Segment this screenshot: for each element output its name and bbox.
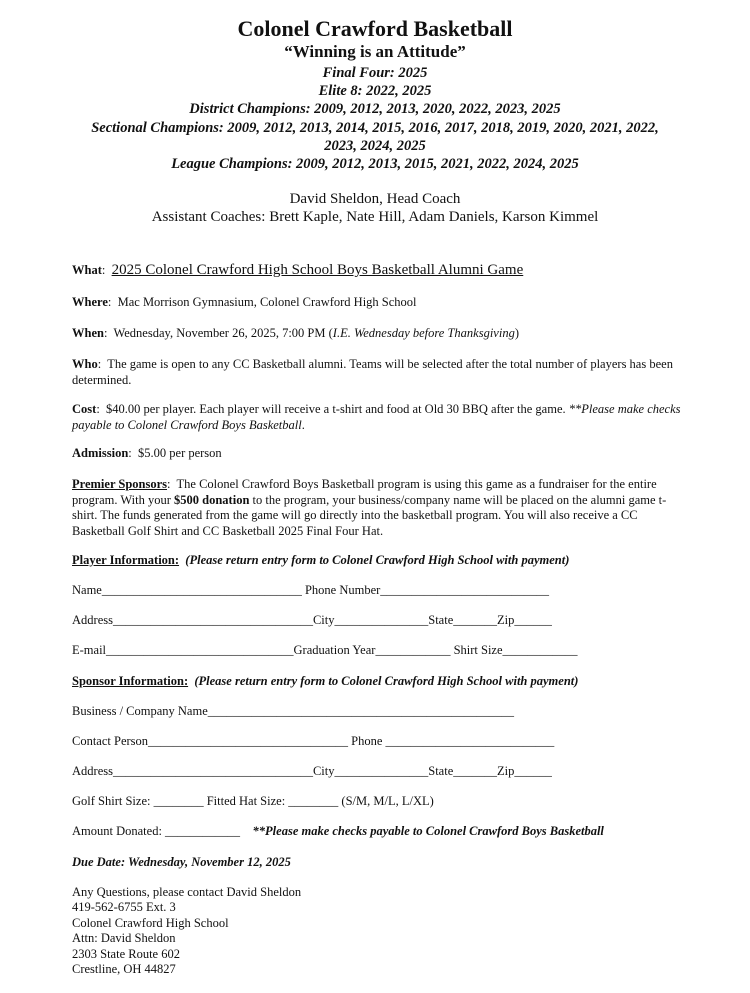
contact-phone: 419-562-6755 Ext. 3 xyxy=(72,900,176,915)
due-date: Due Date: Wednesday, November 12, 2025 xyxy=(72,855,291,869)
contact-line: Any Questions, please contact David Sheldon xyxy=(72,885,302,899)
admission-value: $5.00 per person xyxy=(138,446,222,460)
honor-line: 2023, 2024, 2025 xyxy=(324,138,426,154)
player-email-field[interactable]: E-mail______________________________Graduation Year____________ Shirt Size____________ xyxy=(72,643,578,657)
motto: “Winning is an Attitude” xyxy=(284,42,466,61)
player-note: (Please return entry form to Colonel Crawford High School with payment) xyxy=(185,553,570,567)
checks-note: **Please make checks payable to Colonel Crawford Boys Basketball xyxy=(252,824,604,838)
sponsors-text: to the program, your business/company name will be placed on the alumni game t-shirt. The funds generated from the game will go directly into the basketball program. You will also receive a CC Basketball Golf Shirt and CC Basketball 2025 Final Four Hat. xyxy=(72,492,667,538)
sponsors-paragraph: Premier Sponsors: The Colonel Crawford Boys Basketball program is using this game as a fundraiser for the entire program. With your $500 donation to the program, your business/company name will be placed on the alumni game t-shirt. The funds generated from the game will go directly into the basketball program. You will also receive a CC Basketball Golf Shirt and CC Basketball 2025 Final Four Hat. xyxy=(72,477,667,538)
where-line: Where: Mac Morrison Gymnasium, Colonel Crawford High School xyxy=(72,295,417,309)
contact-block xyxy=(72,885,301,977)
paren: ) xyxy=(514,326,519,340)
who-paragraph: Who: The game is open to any CC Basketball alumni. Teams will be selected after the total number of players has been determined. xyxy=(72,357,673,387)
player-heading: Player Information: xyxy=(72,553,180,567)
when-label: When xyxy=(72,326,104,340)
admission-line: Admission: $5.00 per person xyxy=(72,446,222,460)
what-label: What xyxy=(72,263,102,277)
what-line: What: 2025 Colonel Crawford High School Boys Basketball Alumni Game xyxy=(72,262,524,278)
period: . xyxy=(301,417,305,432)
assistant-coaches: Assistant Coaches: Brett Kaple, Nate Hill, Adam Daniels, Karson Kimmel xyxy=(151,209,599,225)
where-label: Where xyxy=(72,295,108,309)
honor-line: Sectional Champions: 2009, 2012, 2013, 2014, 2015, 2016, 2017, 2018, 2019, 2020, 2021, 2022, xyxy=(91,120,659,136)
who-label: Who xyxy=(72,357,98,371)
honor-line: Final Four: 2025 xyxy=(322,65,428,81)
amount-donated-field[interactable]: Amount Donated: ____________ xyxy=(72,824,241,838)
sponsor-address-field[interactable]: Address________________________________City_______________State_______Zip______ xyxy=(72,764,552,778)
contact-line: 2303 State Route 602 xyxy=(72,946,180,961)
cost-paragraph: Cost: $40.00 per player. Each player will receive a t-shirt and food at Old 30 BBQ after the game. **Please make checks payable to Colonel Crawford Boys Basketball. xyxy=(72,402,681,432)
head-coach: David Sheldon, Head Coach xyxy=(289,191,461,207)
cost-label: Cost xyxy=(72,402,97,416)
when-value: Wednesday, November 26, 2025, 7:00 PM ( xyxy=(113,326,333,340)
player-info-heading xyxy=(72,553,569,568)
sponsor-info-heading xyxy=(72,674,578,689)
contact-line: Colonel Crawford High School xyxy=(72,915,229,930)
honor-line: Elite 8: 2022, 2025 xyxy=(318,83,432,99)
sponsors-label: Premier Sponsors xyxy=(72,477,168,491)
contact-line: Crestline, OH 44827 xyxy=(72,962,176,977)
contact-person-field[interactable]: Contact Person________________________________ Phone ___________________________ xyxy=(72,734,555,748)
when-line: When: Wednesday, November 26, 2025, 7:00 PM (I.E. Wednesday before Thanksgiving) xyxy=(72,326,519,340)
page-title: Colonel Crawford Basketball xyxy=(237,16,513,41)
sponsor-heading: Sponsor Information: xyxy=(72,674,189,688)
business-name-field[interactable]: Business / Company Name_________________________________________________ xyxy=(72,704,515,718)
admission-label: Admission xyxy=(72,446,129,460)
shirt-hat-size-field[interactable]: Golf Shirt Size: ________ Fitted Hat Size: ________ (S/M, M/L, L/XL) xyxy=(72,794,434,808)
where-value: Mac Morrison Gymnasium, Colonel Crawford High School xyxy=(117,295,417,309)
player-name-phone-field[interactable]: Name________________________________ Phone Number___________________________ xyxy=(72,583,550,597)
player-address-field[interactable]: Address________________________________City_______________State_______Zip______ xyxy=(72,613,552,627)
honor-line: League Champions: 2009, 2012, 2013, 2015, 2021, 2022, 2024, 2025 xyxy=(171,156,579,172)
amount-donated-line xyxy=(72,824,604,839)
cost-value: $40.00 per player. Each player will receive a t-shirt and food at Old 30 BBQ after the game. xyxy=(106,402,569,416)
contact-line: Attn: David Sheldon xyxy=(72,931,176,946)
sponsors-text: The Colonel Crawford Boys Basketball program is using this game as a fundraiser for the entire program. With your xyxy=(72,477,657,507)
donation-amount: $500 donation xyxy=(174,492,250,507)
who-value: The game is open to any CC Basketball alumni. Teams will be selected after the total number of players has been determined. xyxy=(72,357,673,387)
honor-line: District Champions: 2009, 2012, 2013, 2020, 2022, 2023, 2025 xyxy=(189,101,561,117)
when-note: I.E. Wednesday before Thanksgiving xyxy=(332,326,515,340)
sponsor-note: (Please return entry form to Colonel Crawford High School with payment) xyxy=(194,674,579,688)
cost-note: **Please make checks payable to Colonel Crawford Boys Basketball xyxy=(72,402,681,432)
event-name: 2025 Colonel Crawford High School Boys Basketball Alumni Game xyxy=(111,262,524,278)
